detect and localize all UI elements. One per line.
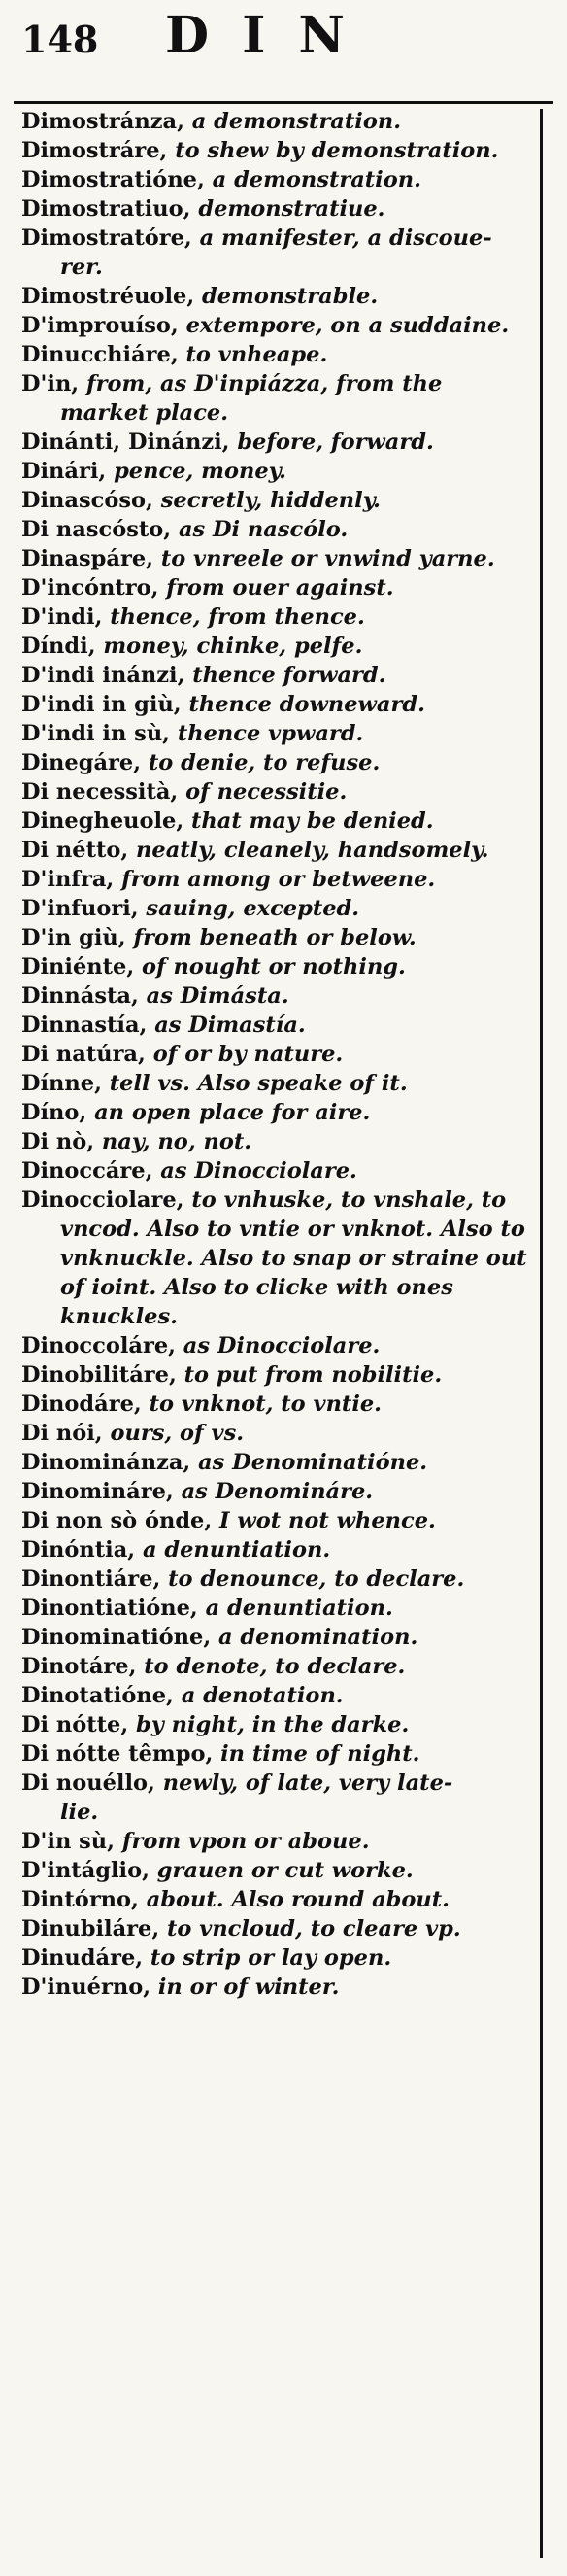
entry-headword: D'infuori, [21,896,139,921]
entry-headword: Dinascóso, [21,488,153,513]
entry-headword: Dimostréuole, [21,284,195,309]
entry-definition: of nought or nothing. [134,954,406,979]
entry-headword: Di non sò ónde, [21,1508,213,1533]
entry-definition: to shew by demonstration. [167,138,499,163]
entry-definition: as Di nascólo. [171,517,349,542]
entry-headword: Di nouéllo, [21,1770,155,1796]
entry-definition: from among or betweene. [114,867,436,892]
entry-definition: to vnknot, to vntie. [141,1391,383,1417]
dictionary-entry [21,1710,536,1739]
entry-definition: a denuntiation. [197,1596,393,1621]
entry-definition: from ouer against. [158,575,394,601]
entry-headword: Dinodáre, [21,1391,142,1417]
entry-headword: Di nótte têmpo, [21,1741,214,1767]
entry-headword: Dintórno, [21,1887,139,1912]
dictionary-entry [21,894,536,923]
entry-definition: tell vs. Also speake of it. [101,1071,408,1096]
entry-definition: in time of night. [213,1741,420,1767]
entry-headword: Di nétto, [21,838,129,863]
dictionary-entry [21,1973,536,2002]
entry-headword: D'indi inánzi, [21,663,185,688]
entry-headword: Dinegheuole, [21,808,184,834]
entry-definition: to vncloud, to cleare vp. [159,1916,461,1941]
dictionary-entry [21,515,536,544]
entry-definition: as Dimastía. [147,1013,306,1038]
entry-headword: Dínne, [21,1071,102,1096]
dictionary-entry [21,1564,536,1594]
entry-definition: thence, from thence. [102,604,365,630]
entry-headword: Diniénte, [21,954,135,979]
dictionary-entry [21,369,536,428]
entry-headword: Díndi, [21,634,96,659]
entry-headword: Dinontiáre, [21,1566,161,1592]
dictionary-entry [21,1011,536,1040]
dictionary-entry [21,748,536,777]
entry-headword: D'indi in sù, [21,721,171,746]
dictionary-entry [21,1040,536,1069]
dictionary-entry [21,1739,536,1769]
entry-headword: D'intáglio, [21,1858,150,1883]
entry-headword: Dimostratóre, [21,225,192,251]
entry-definition: sauing, excepted. [138,896,360,921]
entry-headword: Di necessità, [21,779,179,805]
entry-headword: Dinoccáre, [21,1158,153,1184]
entry-definition: to denounce, to declare. [160,1566,465,1592]
entry-definition: extempore, on a suddaine. [178,313,510,338]
entry-definition: of or by nature. [145,1042,344,1067]
dictionary-entry [21,777,536,807]
dictionary-entry [21,1448,536,1477]
entry-definition: from vpon or aboue. [115,1829,370,1854]
dictionary-entry [21,952,536,981]
dictionary-entry [21,1535,536,1564]
dictionary-entry [21,690,536,719]
entry-definition-continuation: vncod. Also to vntie or vnknot. Also to vnknuckle. Also to snap or straine out of ioint. Also to clicke with ones knuckles. [60,1217,527,1329]
dictionary-entry [21,1652,536,1681]
dictionary-entry [21,632,536,661]
entry-headword: Dinegáre, [21,750,142,775]
entry-definition: secretly, hiddenly. [152,488,382,513]
page-header [0,0,567,68]
entry-headword: Dinominánza, [21,1450,191,1475]
entry-headword: Di nótte, [21,1712,129,1737]
entry-headword: Dinudáre, [21,1945,144,1971]
entry-definition: a denomination. [211,1625,418,1650]
entry-headword: D'indi in giù, [21,692,182,717]
dictionary-entry [21,1856,536,1885]
entry-headword: Dinoccoláre, [21,1333,176,1358]
entry-definition: that may be denied. [183,808,434,834]
dictionary-entry [21,1156,536,1185]
entry-definition: by night, in the darke. [128,1712,410,1737]
entry-definition: nay, no, not. [94,1129,252,1154]
dictionary-entry [21,1390,536,1419]
entry-definition: pence, money. [106,459,286,484]
dictionary-entry [21,1419,536,1448]
dictionary-entry [21,544,536,573]
entry-definition: thence vpward. [170,721,364,746]
entry-headword: Di nò, [21,1129,95,1154]
dictionary-entry [21,1098,536,1127]
entry-definition: as Denominatióne. [190,1450,428,1475]
dictionary-entry [21,194,536,223]
entry-definition: to vnhuske, to vnshale, to [183,1187,507,1213]
entry-list [21,107,536,2002]
entry-definition: demonstrable. [194,284,379,309]
dictionary-entry [21,1360,536,1390]
dictionary-entry [21,107,536,136]
entry-definition: in or of winter. [150,1975,340,2000]
dictionary-entry [21,981,536,1011]
entry-headword: Dinotáre, [21,1654,137,1679]
entry-definition: to vnheape. [178,342,328,367]
entry-definition: before, forward. [229,429,434,455]
entry-headword: Dinári, [21,459,107,484]
entry-headword: D'improuíso, [21,313,179,338]
entry-definition: to put from nobilitie. [176,1362,443,1388]
dictionary-entry [21,136,536,165]
entry-definition: demonstratiue. [190,196,385,222]
dictionary-entry [21,1769,536,1827]
entry-definition: neatly, cleanely, handsomely. [128,838,489,863]
entry-headword: Dinomináre, [21,1479,174,1504]
entry-definition: a denuntiation. [135,1537,331,1563]
entry-definition: to denie, to refuse. [141,750,381,775]
entry-definition: an open place for aire. [86,1100,371,1125]
entry-definition: to vnreele or vnwind yarne. [152,546,495,571]
dictionary-entry [21,573,536,602]
entry-headword: Dinóntia, [21,1537,136,1563]
column-rule [540,109,543,2558]
dictionary-entry [21,340,536,369]
dictionary-entry [21,836,536,865]
entry-definition: newly, of late, very late- [154,1770,453,1796]
entry-definition: ours, of vs. [102,1421,245,1446]
dictionary-entry [21,282,536,311]
dictionary-entry [21,1943,536,1973]
entry-definition: from, as D'inpiázza, from the [79,371,443,396]
entry-headword: Dimostratiuo, [21,196,191,222]
entry-headword: Dinaspáre, [21,546,153,571]
entry-headword: Díno, [21,1100,87,1125]
entry-definition: to strip or lay open. [143,1945,392,1971]
entry-definition: to denote, to declare. [136,1654,406,1679]
entry-definition: thence forward. [184,663,386,688]
entry-headword: Dimostránza, [21,109,184,134]
entry-definition-continuation: market place. [60,400,229,426]
dictionary-entry [21,1069,536,1098]
entry-definition: about. Also round about. [138,1887,450,1912]
entry-headword: D'indi, [21,604,103,630]
entry-headword: Di nói, [21,1421,103,1446]
dictionary-entry [21,1127,536,1156]
entry-definition: a demonstration. [204,167,421,192]
header-rule [14,101,553,104]
dictionary-entry [21,923,536,952]
entry-headword: Dimostráre, [21,138,168,163]
dictionary-entry [21,1594,536,1623]
dictionary-entry [21,1827,536,1856]
dictionary-entry [21,1681,536,1710]
dictionary-entry [21,457,536,486]
entry-headword: Dinobilitáre, [21,1362,177,1388]
entry-definition: money, chinke, pelfe. [95,634,363,659]
entry-definition-continuation: rer. [60,255,103,280]
entry-headword: Dinotatióne, [21,1683,174,1708]
dictionary-entry [21,1331,536,1360]
entry-headword: Dinánti, Dinánzi, [21,429,230,455]
entry-definition: a manifester, a discoue- [191,225,492,251]
dictionary-entry [21,1623,536,1652]
entry-definition: thence downeward. [181,692,425,717]
entry-headword: Dinominatióne, [21,1625,212,1650]
entry-definition: as Dimásta. [138,983,289,1009]
dictionary-entry [21,1477,536,1506]
dictionary-entry [21,1885,536,1914]
entry-definition: I wot not whence. [212,1508,436,1533]
page-number: 148 [21,17,99,61]
dictionary-entry [21,311,536,340]
entry-definition: grauen or cut worke. [149,1858,414,1883]
entry-headword: Dinucchiáre, [21,342,179,367]
dictionary-entry [21,865,536,894]
entry-headword: D'in, [21,371,80,396]
entry-headword: D'infra, [21,867,115,892]
entry-definition: as Dinocciolare. [152,1158,357,1184]
entry-headword: D'inuérno, [21,1975,151,2000]
dictionary-entry [21,602,536,632]
entry-definition: a demonstration. [183,109,402,134]
dictionary-entry [21,1506,536,1535]
entry-headword: D'incóntro, [21,575,159,601]
entry-headword: Dinnastía, [21,1013,148,1038]
entry-definition-continuation: lie. [60,1800,99,1825]
entry-headword: Dinocciolare, [21,1187,184,1213]
dictionary-entry [21,661,536,690]
entry-headword: Dinontiatióne, [21,1596,198,1621]
entry-headword: Di natúra, [21,1042,146,1067]
entry-definition: from beneath or below. [125,925,417,950]
entry-definition: a denotation. [173,1683,344,1708]
dictionary-entry [21,719,536,748]
running-head: DIN [165,6,378,65]
dictionary-entry [21,165,536,194]
dictionary-entry [21,486,536,515]
entry-definition: as Denomináre. [173,1479,374,1504]
dictionary-entry [21,428,536,457]
entry-headword: Dinubiláre, [21,1916,160,1941]
entry-headword: Dinnásta, [21,983,139,1009]
dictionary-entry [21,1914,536,1943]
entry-headword: Dimostratióne, [21,167,205,192]
entry-definition: as Dinocciolare. [175,1333,381,1358]
entry-headword: D'in sù, [21,1829,115,1854]
entry-headword: D'in giù, [21,925,126,950]
dictionary-entry [21,807,536,836]
entry-headword: Di nascósto, [21,517,172,542]
entry-definition: of necessitie. [178,779,348,805]
dictionary-entry [21,1185,536,1331]
dictionary-entry [21,223,536,282]
